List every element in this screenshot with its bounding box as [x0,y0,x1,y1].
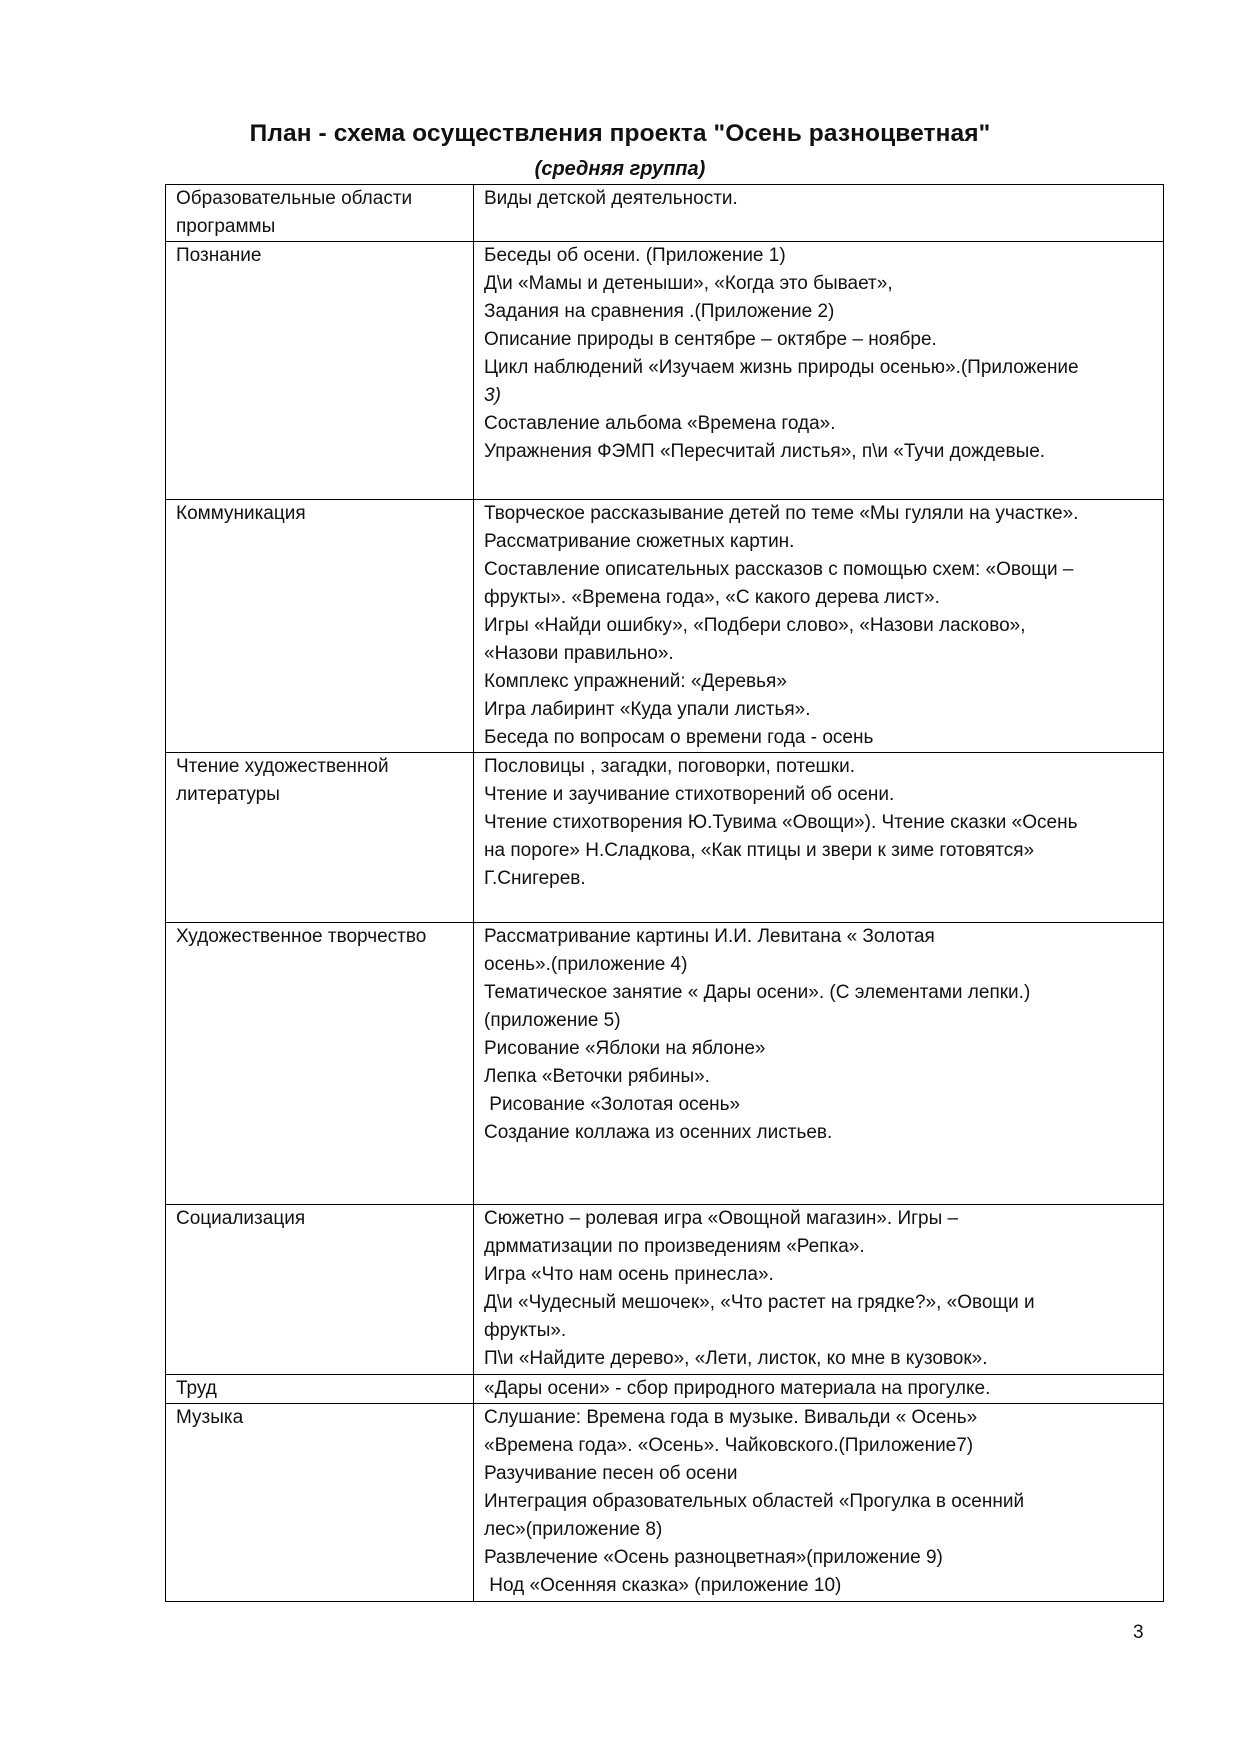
cell-text-line: Лепка «Веточки рябины». [484,1066,710,1087]
page-number: 3 [1133,1622,1144,1643]
document-subtitle: (средняя группа) [534,158,706,180]
table-cell-area [166,242,474,500]
table-cell-activities [474,242,1164,500]
table-row [166,923,1164,1205]
cell-text-line: Чтение стихотворения Ю.Тувима «Овощи»). Чтение сказки «Осень [484,812,1078,833]
cell-text-line: Сюжетно – ролевая игра «Овощной магазин». Игры – [484,1208,959,1229]
cell-text-line: Социализация [176,1208,306,1229]
table-header-row [166,185,1164,242]
cell-text-line: Интеграция образовательных областей «Прогулка в осенний [484,1491,1025,1512]
table-cell-area [166,1404,474,1602]
table-row [166,1375,1164,1404]
cell-text-line: литературы [176,784,280,805]
table-row [166,242,1164,500]
document-title: План - схема осуществления проекта "Осень разноцветная" [249,120,991,147]
table-cell-activities [474,753,1164,923]
cell-text-line: Познание [176,245,262,266]
cell-text-line: Художественное творчество [176,926,427,947]
cell-text-line: Слушание: Времена года в музыке. Вивальди « Осень» [484,1407,978,1428]
cell-text-line: Игра лабиринт «Куда упали листья». [484,699,811,720]
cell-text-line: Коммуникация [176,503,306,524]
cell-text-line: «Назови правильно». [484,643,674,664]
cell-text-line: Составление описательных рассказов с помощью схем: «Овощи – [484,559,1074,580]
cell-text-line: Образовательные области [176,188,413,209]
table-cell-area [166,1205,474,1375]
cell-text-line: Музыка [176,1407,244,1428]
cell-text-line: Задания на сравнения .(Приложение 2) [484,301,835,322]
table-cell-area [166,1375,474,1404]
cell-text-line: Нод «Осенняя сказка» (приложение 10) [484,1575,842,1596]
cell-text-line: «Дары осени» - сбор природного материала на прогулке. [484,1378,991,1399]
cell-text-line: осень».(приложение 4) [484,954,688,975]
cell-text-line: Чтение и заучивание стихотворений об осени. [484,784,895,805]
cell-text-line: Упражнения ФЭМП «Пересчитай листья», п\и «Тучи дождевые. [484,441,1046,462]
text-run: Беседы об осени. (Приложение 1) [484,245,786,266]
cell-text-line: Пословицы , загадки, поговорки, потешки. [484,756,855,777]
cell-text-line: Описание природы в сентябре – октябре – ноябре. [484,329,937,350]
table-cell-activities [474,923,1164,1205]
cell-text-line: П\и «Найдите дерево», «Лети, листок, ко мне в кузовок». [484,1348,988,1369]
project-plan-table [165,184,1164,1602]
table-cell-area [166,753,474,923]
cell-text-line: Рисование «Золотая осень» [484,1094,741,1115]
cell-text-line: фрукты». «Времена года», «С какого дерева лист». [484,587,940,608]
cell-text-line: Виды детской деятельности. [484,188,738,209]
cell-text-line: Игры «Найди ошибку», «Подбери слово», «Назови ласково», [484,615,1026,636]
cell-text-line: Разучивание песен об осени [484,1463,738,1484]
table-cell-activities [474,1404,1164,1602]
cell-text-line: лес»(приложение 8) [484,1519,663,1540]
table-cell-activities [474,1205,1164,1375]
cell-text-line: Развлечение «Осень разноцветная»(приложение 9) [484,1547,943,1568]
cell-text-line: Рисование «Яблоки на яблоне» [484,1038,766,1059]
table-row [166,1205,1164,1375]
table-row [166,753,1164,923]
cell-text-line: Рассматривание картины И.И. Левитана « Золотая [484,926,935,947]
cell-text-line [484,242,1153,270]
cell-text-line: Д\и «Мамы и детеныши», «Когда это бывает», [484,273,893,294]
cell-text-line: Беседа по вопросам о времени года - осень [484,727,874,748]
cell-text-line: Игра «Что нам осень принесла». [484,1264,774,1285]
cell-text-line: Тематическое занятие « Дары осени». (С элементами лепки.) [484,982,1031,1003]
cell-text-line: Труд [176,1378,217,1399]
table-cell-activities [474,185,1164,242]
cell-text-line: Создание коллажа из осенних листьев. [484,1122,833,1143]
cell-text-line: (приложение 5) [484,1010,621,1031]
cell-text-line: Творческое рассказывание детей по теме «Мы гуляли на участке». [484,503,1079,524]
table-cell-area [166,500,474,753]
table-cell-area [166,923,474,1205]
cell-text-line: Д\и «Чудесный мешочек», «Что растет на грядке?», «Овощи и [484,1292,1035,1313]
table-row [166,1404,1164,1602]
cell-text-line: фрукты». [484,1320,567,1341]
cell-text-line: дрмматизации по произведениям «Репка». [484,1236,865,1257]
cell-text-line: Комплекс упражнений: «Деревья» [484,671,787,692]
cell-text-line: программы [176,216,276,237]
cell-text-line: Цикл наблюдений «Изучаем жизнь природы осенью».(Приложение [484,357,1079,378]
table-cell-activities [474,500,1164,753]
table-cell-activities [474,1375,1164,1404]
cell-text-line: Г.Снигерев. [484,868,586,889]
table-cell-area [166,185,474,242]
cell-text-line: Рассматривание сюжетных картин. [484,531,795,552]
cell-text-line: Чтение художественной [176,756,389,777]
cell-text-line: «Времена года». «Осень». Чайковского.(Приложение7) [484,1435,974,1456]
cell-text-line: 3) [484,385,501,406]
cell-text-line: на пороге» Н.Сладкова, «Как птицы и звери к зиме готовятся» [484,840,1035,861]
cell-text-line: Составление альбома «Времена года». [484,413,836,434]
table-row [166,500,1164,753]
